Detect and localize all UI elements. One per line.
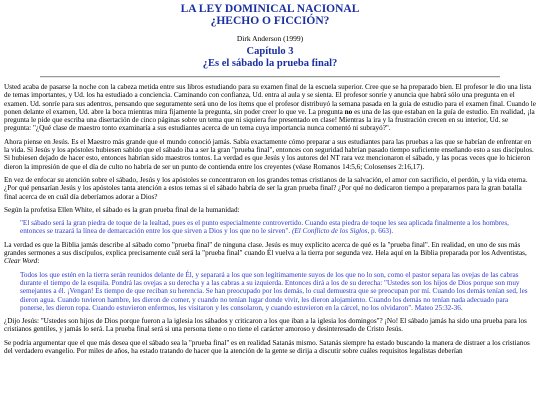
horizontal-rule xyxy=(40,76,500,78)
quote-1-tail: , p. 663). xyxy=(367,227,394,236)
paragraph-1 xyxy=(4,83,536,133)
chapter-title: ¿Es el sábado la prueba final? xyxy=(202,57,338,69)
paragraph-5-part-b: : xyxy=(37,257,40,266)
chapter-heading xyxy=(4,46,536,69)
book-title-line-1: LA LEY DOMINICAL NACIONAL xyxy=(180,3,360,15)
quote-1-source: (El Conflicto de los Siglos xyxy=(291,227,368,236)
paragraph-7: Se podría argumentar que el que más desea que el sábado sea la "prueba final" es en realidad Satanás mismo. Satanás siempre ha estado buscando la manera de distraer a los cristianos del verdadero evangelio. Por miles de años, ha estado tratando de hacer que la atención de la gente se dirija a discutir sobre cuáles requisitos legalistas deberían xyxy=(4,338,530,356)
document-page xyxy=(0,3,540,408)
blockquote-ellen-white xyxy=(4,219,536,236)
blockquote-matthew: Todos los que estén en la tierra serán reunidos delante de Él, y separará a los que son legítimamente suyos de los que no lo son, como el pastor separa las ovejas de las cabras durante el tiempo de la esquila. Pondrá las ovejas a su derecha y a las cabras a su izquierda. Entonces dirá a los de su derecha: "Ustedes son los hijos de Dios porque son muy semejantes a él. ¡Vengan! Es tiempo de que reciban su herencia. Se han preocupado por los demás, lo cual demuestra que se preocupan por mí. Cuando los demás tenían sed, les dieron agua. Cuando tuvieron hambre, les dieron de comer, y cuando no tenían lugar donde vivir, les dieron alojamiento. Cuando los demás no tenían nada adecuado para ponerse, les dieron ropa. Cuando estuvieron enfermos, les visitaron y les consolaron, y cuando estuvieron en la cárcel, no los olvidaron". Mateo 25:32-36. xyxy=(20,270,528,312)
author-line: Dirk Anderson (1999) xyxy=(236,34,304,43)
emphasis-no: no xyxy=(344,107,353,116)
quote-1-text: "El sábado será la gran piedra de toque de la lealtad, pues es el punto especialmente controvertido. Cuando esta piedra de toque les sea aplicada finalmente a los hombres, entonces se trazará la línea de demarcación entre los que sirven a Dios y los que no le sirven". xyxy=(20,219,509,236)
paragraph-4: Según la profetisa Ellen White, el sábado es la gran prueba final de la humanidad: xyxy=(4,205,240,214)
book-title-line-2: ¿HECHO O FICCIÓN? xyxy=(210,15,330,27)
paragraph-6: ¿Dijo Jesús: "Ustedes son hijos de Dios porque fueron a la iglesia los sábados y criticaron a los que iban a la iglesia los domingos"? ¡No! El sábado jamás ha sido una prueba para los cristianos gentiles, y jamás lo será. La prueba final será si una persona tiene o no tiene el carácter amoroso y desinteresado de Cristo Jesús. xyxy=(4,317,527,334)
paragraph-1-part-b: es una de las que estaban en la guía de estudio. En realidad, ¡la pregunta le pide que escriba una disertación de cinco páginas sobre un tema que ni siquiera fue presentado en clase! Mientras la ira y la frustración crecen en su interior, Ud. se pregunta: "¿Qué clase de maestro tonto examinaría a sus estudiantes acerca de un tema cuya importancia nunca comentó ni subrayó?". xyxy=(4,107,535,133)
paragraph-5 xyxy=(4,241,536,266)
clear-word-source: Clear Word xyxy=(4,257,38,266)
book-title xyxy=(4,3,536,27)
paragraph-1-part-a: Usted acaba de pasarse la noche con la cabeza metida entre sus libros estudiando para su examen final de la escuela superior. Cree que se ha preparado bien. El profesor le dio una lista de temas importantes, y Ud. los ha estudiado a conciencia. Caminando con confianza, Ud. entra al aula y se sienta. El profesor sonríe y anuncia que habrá sólo una pregunta en el examen. Ud. sonríe para sus adentros, pensando que seguramente será uno de los ítems que el profesor distribuyó la semana pasada en la guía de estudio para el examen final. Cuando le ponen delante el examen, Ud. abre la boca mientras mira fijamente la pregunta, sin poder creer lo que ve. La pregunta xyxy=(4,83,536,116)
paragraph-3: En vez de enfocar su atención sobre el sábado, Jesús y los apóstoles se concentraron en los grandes temas cristianos de la salvación, el amor con sacrificio, el perdón, y la vida eterna. ¿Por qué pensarían Jesús y los apóstoles tanta atención a estos temas si el sábado habría de ser la gran prueba final? ¿Por qué no dedicaron tiempo a prepararnos para la gran batalla final acerca de en cuál día deberíamos adorar a Dios? xyxy=(4,175,528,201)
paragraph-5-part-a: La verdad es que la Biblia jamás describe al sábado como "prueba final" de ninguna clase. Jesús es muy explícito acerca de qué es la "prueba final". En realidad, en uno de sus más grandes sermones a sus discípulos, explica precisamente cuál será la "prueba final" cuando Él vuelva a la tierra por segunda vez. Hela aquí en la Biblia preparada por los Adventistas, xyxy=(4,240,527,258)
paragraph-2: Ahora piense en Jesús. Es el Maestro más grande que el mundo conoció jamás. Sabía exactamente cómo preparar a sus estudiantes para las pruebas a las que se habrían de enfrentar en la vida. Si Jesús y los apóstoles hubiesen sabido que el sábado iba a ser la gran "prueba final", entonces con seguridad habrían pasado tiempo suficiente enseñando esto a sus discípulos. Si hubiesen dejado de hacer esto, entonces habrían sido maestros tontos. La verdad es que Jesús y los autores del NT rara vez mencionaron el sábado, y las pocas veces que lo hicieron dieron la impresión de que el día de culto no habría de ser un punto de contienda entre los creyentes (véase Romanos 14:5,6; Colosenses 2:16,17). xyxy=(4,137,534,171)
chapter-number: Capítulo 3 xyxy=(246,46,294,57)
